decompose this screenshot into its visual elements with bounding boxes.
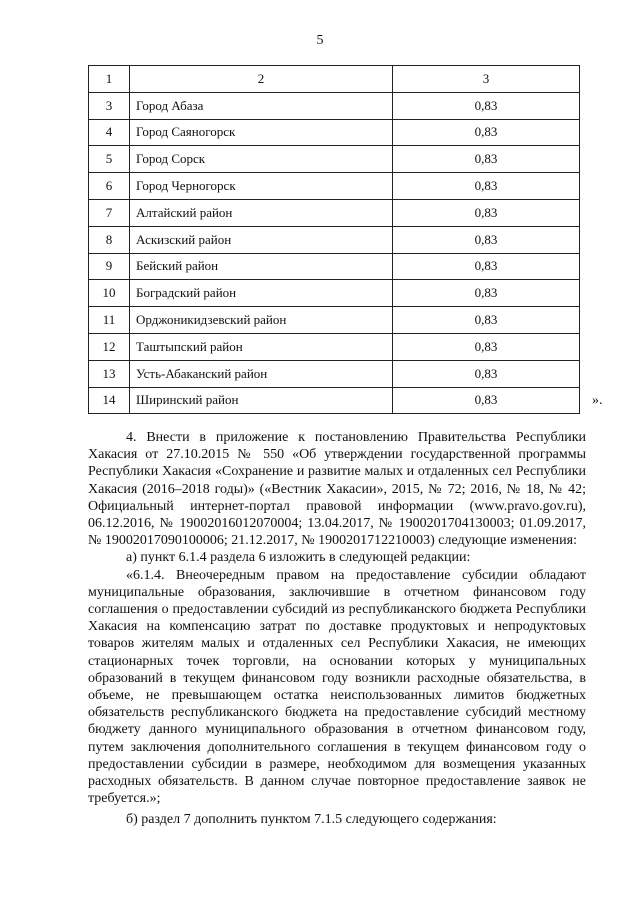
coefficient-value: 0,83 — [393, 307, 580, 334]
municipality-name: Алтайский район — [130, 199, 393, 226]
row-number: 14 — [89, 387, 130, 414]
coefficient-value: 0,83 — [393, 360, 580, 387]
table-row — [89, 360, 580, 387]
paragraph-6-1-4: «6.1.4. Внеочередным правом на предоставление субсидии обладают муниципальные образования, заключившие в отчетном финансовом году соглашения о предоставлении субсидий из республиканского бюджета Республики Хакасия на компенсацию затрат по доставке продуктовых и непродуктовых товаров жителям малых и отдаленных сел Республики Хакасия, не имеющих стационарных точек торговли, на основании которых у муниципальных образований в текущем финансовом году возникли расходные обязательства, в объеме, не превышающем остатка неиспользованных лимитов бюджетных обязательств республиканского бюджета на предоставление субсидий местному бюджету данного муниципального образования в отчетном финансовом году, путем заключения дополнительного соглашения в текущем финансовом году о предоставлении субсидии в размере, необходимом для возмещения указанных расходных обязательств. В данном случае повторное предоставление заявок не требуется.»; — [88, 567, 586, 807]
municipality-name: Город Сорск — [130, 146, 393, 173]
coefficient-value: 0,83 — [393, 387, 580, 414]
row-number: 13 — [89, 360, 130, 387]
municipality-name: Усть-Абаканский район — [130, 360, 393, 387]
table-row — [89, 307, 580, 334]
coefficient-value: 0,83 — [393, 199, 580, 226]
table-row — [89, 333, 580, 360]
municipality-name: Орджоникидзевский район — [130, 307, 393, 334]
table-row — [89, 92, 580, 119]
table-closing-mark: ». — [592, 393, 603, 408]
amendment-text — [88, 429, 586, 829]
row-number: 7 — [89, 199, 130, 226]
coefficient-value: 0,83 — [393, 280, 580, 307]
row-number: 8 — [89, 226, 130, 253]
row-number: 5 — [89, 146, 130, 173]
header-col-1: 1 — [89, 66, 130, 93]
coefficient-value: 0,83 — [393, 146, 580, 173]
municipality-name: Бейский район — [130, 253, 393, 280]
table-row — [89, 119, 580, 146]
row-number: 12 — [89, 333, 130, 360]
table-row — [89, 199, 580, 226]
header-col-3: 3 — [393, 66, 580, 93]
municipality-name: Город Саяногорск — [130, 119, 393, 146]
page-number: 5 — [316, 33, 324, 48]
row-number: 4 — [89, 119, 130, 146]
row-number: 3 — [89, 92, 130, 119]
header-col-2: 2 — [130, 66, 393, 93]
municipality-name: Ширинский район — [130, 387, 393, 414]
coefficient-value: 0,83 — [393, 92, 580, 119]
paragraph-subitem-b: б) раздел 7 дополнить пунктом 7.1.5 следующего содержания: — [126, 812, 497, 828]
coefficient-value: 0,83 — [393, 173, 580, 200]
table-row — [89, 226, 580, 253]
allocation-table — [88, 65, 580, 414]
municipality-name: Город Абаза — [130, 92, 393, 119]
table-row — [89, 146, 580, 173]
table-row — [89, 280, 580, 307]
municipality-name: Таштыпский район — [130, 333, 393, 360]
table-row — [89, 173, 580, 200]
coefficient-value: 0,83 — [393, 333, 580, 360]
row-number: 10 — [89, 280, 130, 307]
table-row — [89, 253, 580, 280]
paragraph-subitem-a: а) пункт 6.1.4 раздела 6 изложить в следующей редакции: — [126, 550, 471, 566]
table-row — [89, 387, 580, 414]
coefficient-value: 0,83 — [393, 119, 580, 146]
municipality-name: Боградский район — [130, 280, 393, 307]
table-header-row — [89, 66, 580, 93]
paragraph-item-4: 4. Внести в приложение к постановлению Правительства Республики Хакасия от 27.10.2015 № 550 «Об утверждении государственной программы Республики Хакасия «Сохранение и развитие малых и отдаленных сел Республики Хакасия (2016–2018 годы)» («Вестник Хакасии», 2015, № 72; 2016, № 18, № 42; Официальный интернет-портал правовой информации (www.pravo.gov.ru), 06.12.2016, № 19002016012070004; 13.04.2017, № 1900201704130003; 01.09.2017, № 19002017090100006; 21.12.2017, № 1900201712210003) следующие изменения: — [88, 430, 586, 549]
row-number: 6 — [89, 173, 130, 200]
coefficient-value: 0,83 — [393, 253, 580, 280]
row-number: 11 — [89, 307, 130, 334]
row-number: 9 — [89, 253, 130, 280]
municipality-name: Город Черногорск — [130, 173, 393, 200]
municipality-name: Аскизский район — [130, 226, 393, 253]
coefficient-value: 0,83 — [393, 226, 580, 253]
